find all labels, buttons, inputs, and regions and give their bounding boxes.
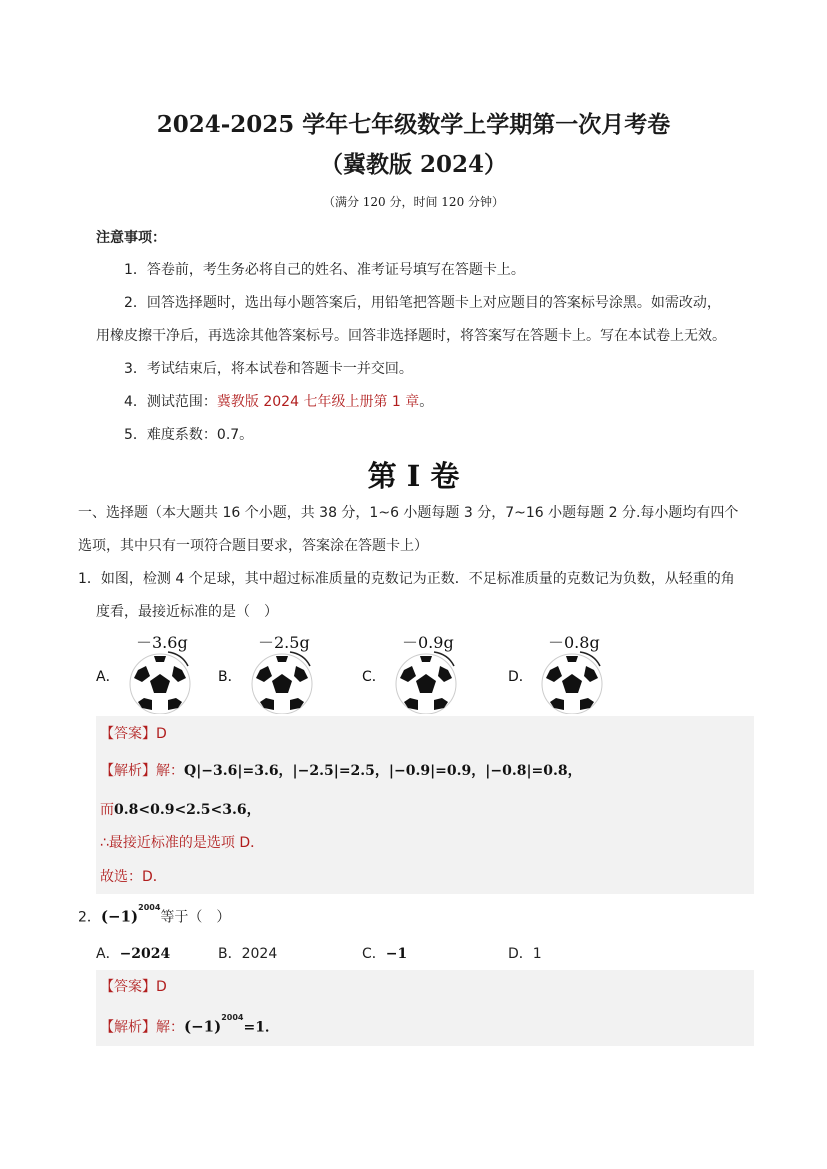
exam-subtitle: （满分 120 分，时间 120 分钟）	[322, 195, 505, 209]
q2-number: 2．	[78, 909, 101, 926]
notice-item-2a: 2．回答选择题时，选出每小题答案后，用铅笔把答题卡上对应题目的答案标号涂黑。如需改动，	[124, 295, 721, 311]
q1-analysis-4: 故选：D．	[100, 869, 167, 885]
notice-item-1: 1．答卷前，考生务必将自己的姓名、准考证号填写在答题卡上。	[124, 262, 525, 278]
q1-analysis-1	[100, 761, 582, 781]
analysis-base: (−1)	[184, 1017, 222, 1036]
option-label: B．	[218, 946, 242, 962]
soccer-ball-icon	[246, 648, 318, 714]
answer-value: D	[156, 726, 167, 742]
analysis-prefix: 解：	[156, 1019, 184, 1036]
q1-answer	[100, 724, 167, 744]
q2-answer-box	[96, 970, 754, 1046]
notice-item-3: 3．考试结束后，将本试卷和答题卡一并交回。	[124, 361, 413, 377]
section-title: 第 I 卷	[367, 459, 460, 493]
option-value: 2024	[241, 946, 278, 962]
analysis-math: Q|−3.6|=3.6，|−2.5|=2.5，|−0.9|=0.9，|−0.8|=0.8，	[184, 763, 582, 779]
notice-item-4-suffix: 。	[419, 394, 434, 410]
option-label: B．	[218, 669, 242, 685]
q2-exponent: 2004	[138, 903, 161, 912]
q2-stem: 等于（ ）	[160, 909, 231, 926]
q1-text-1: 1．如图，检测 4 个足球，其中超过标准质量的克数记为正数．不足标准质量的克数记为负数，从轻重的角	[78, 571, 735, 587]
analysis-prefix: 解：	[156, 763, 184, 779]
option-label: D．	[508, 669, 533, 685]
option-value: 1	[532, 946, 542, 962]
q2-analysis	[100, 1014, 279, 1038]
exam-title: 2024-2025 学年七年级数学上学期第一次月考卷	[156, 111, 671, 138]
answer-value: D	[156, 979, 167, 995]
section-intro-1: 一、选择题（本大题共 16 个小题，共 38 分，1~6 小题每题 3 分，7~16 小题每题 2 分.每小题均有四个	[78, 505, 739, 521]
section-intro-2: 选项，其中只有一项符合题目要求，答案涂在答题卡上）	[78, 538, 428, 554]
answer-tag: 【答案】	[100, 979, 156, 995]
analysis-tag: 【解析】	[100, 1019, 156, 1036]
ball-mass: －0.9g	[402, 633, 454, 652]
analysis-math: 0.8<0.9<2.5<3.6，	[114, 802, 261, 818]
analysis-text: 而	[100, 802, 114, 818]
option-label: C．	[362, 946, 386, 962]
analysis-tag: 【解析】	[100, 763, 156, 779]
q2-text	[78, 904, 230, 928]
q2-option-a[interactable]	[96, 944, 170, 964]
soccer-ball-icon	[536, 648, 608, 714]
analysis-exponent: 2004	[221, 1013, 244, 1022]
option-label: C．	[362, 669, 386, 685]
notice-item-4	[124, 392, 433, 412]
q2-base: (−1)	[100, 907, 139, 926]
q2-option-c[interactable]	[362, 944, 407, 964]
soccer-ball-icon	[390, 648, 462, 714]
q1-answer-box	[96, 716, 754, 894]
q1-text-2: 度看，最接近标准的是（ ）	[96, 604, 278, 620]
ball-mass: －3.6g	[136, 633, 188, 652]
soccer-ball-icon	[124, 648, 196, 714]
notice-item-5: 5．难度系数：0.7。	[124, 427, 254, 443]
option-label: A．	[96, 669, 120, 685]
q2-option-b[interactable]	[218, 944, 277, 964]
answer-tag: 【答案】	[100, 726, 156, 742]
ball-mass: －0.8g	[548, 633, 600, 652]
notice-heading: 注意事项：	[96, 230, 166, 246]
notice-item-2b: 用橡皮擦干净后，再选涂其他答案标号。回答非选择题时，将答案写在答题卡上。写在本试卷上无效。	[96, 328, 726, 344]
test-range: 冀教版 2024 七年级上册第 1 章	[216, 394, 420, 410]
option-label: D．	[508, 946, 533, 962]
q2-answer	[100, 977, 167, 997]
notice-item-4-prefix: 4．测试范围：	[124, 394, 217, 410]
exam-edition: （冀教版 2024）	[319, 151, 508, 178]
option-value: −2024	[119, 946, 171, 962]
ball-mass: －2.5g	[258, 633, 310, 652]
q1-analysis-2	[100, 800, 261, 820]
q2-option-d[interactable]	[508, 944, 542, 964]
option-value: −1	[385, 946, 408, 962]
q1-analysis-3: ∴最接近标准的是选项 D．	[100, 835, 265, 851]
analysis-result: =1．	[243, 1019, 279, 1036]
option-label: A．	[96, 946, 120, 962]
